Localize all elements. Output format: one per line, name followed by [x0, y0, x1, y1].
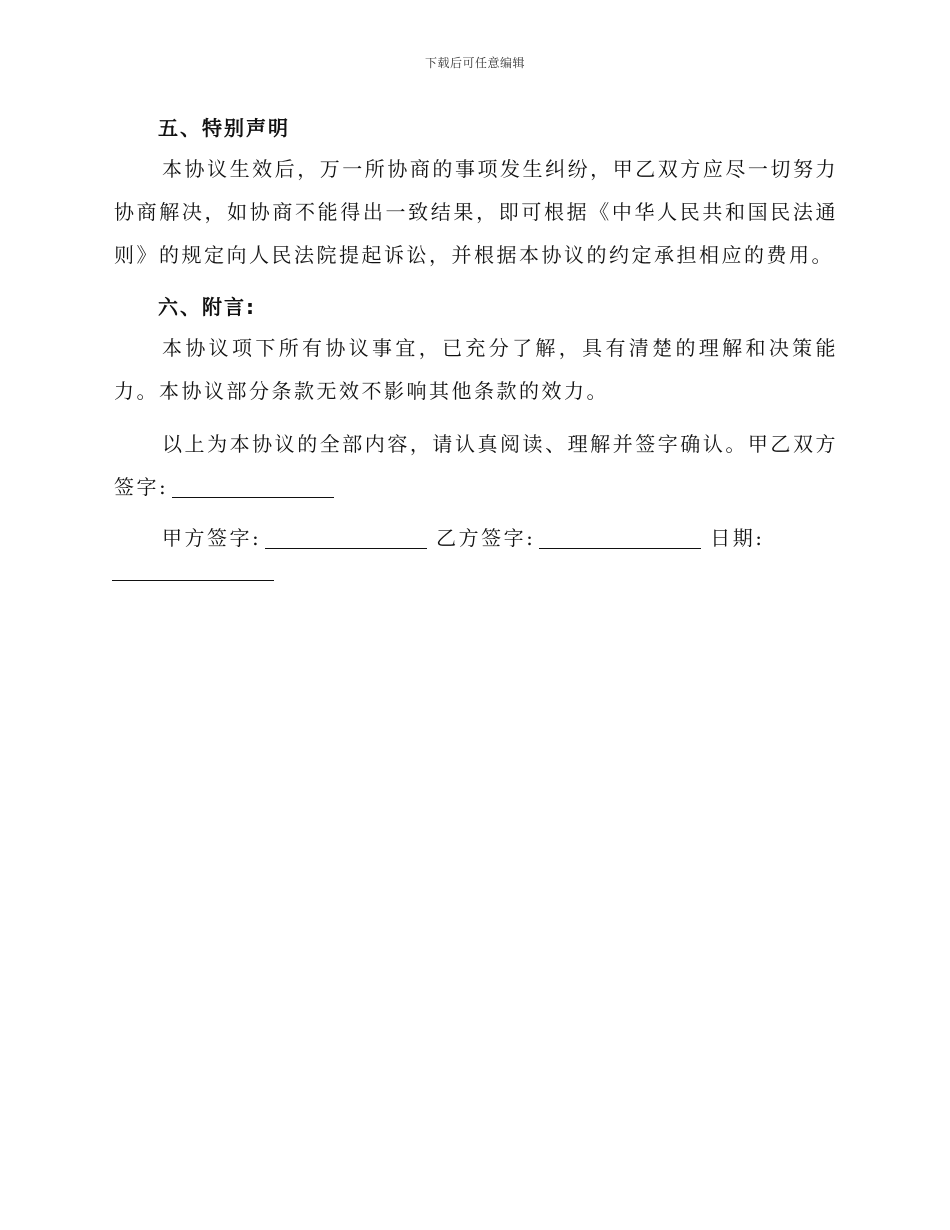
document-body [114, 108, 838, 581]
closing-text: 以上为本协议的全部内容，请认真阅读、理解并签字确认。甲乙双方签字: [114, 432, 838, 499]
party-a-signature-label: 甲方签字: [162, 526, 262, 550]
addendum-paragraph: 本协议项下所有协议事宜，已充分了解，具有清楚的理解和决策能力。本协议部分条款无效不影响其他条款的效力。 [114, 336, 838, 403]
signature-row [114, 517, 838, 560]
party-a-signature-field[interactable] [265, 526, 427, 549]
section-heading-addendum: 六、附言: [158, 295, 256, 319]
section-heading-special-statement: 五、特别声明 [158, 116, 290, 140]
closing-paragraph [114, 423, 838, 509]
page-header: 下载后可任意编辑 [424, 56, 525, 70]
party-b-signature-field[interactable] [539, 526, 701, 549]
party-a-signature-group [162, 526, 427, 550]
date-field[interactable] [112, 560, 274, 581]
party-b-signature-label: 乙方签字: [436, 526, 536, 550]
date-label: 日期: [710, 526, 765, 550]
party-b-signature-group [436, 526, 701, 550]
both-parties-signature-field[interactable] [172, 475, 334, 498]
special-statement-paragraph: 本协议生效后，万一所协商的事项发生纠纷，甲乙双方应尽一切努力协商解决，如协商不能得出一致结果，即可根据《中华人民共和国民法通则》的规定向人民法院提起诉讼，并根据本协议的约定承担相应的费用。 [114, 157, 838, 267]
